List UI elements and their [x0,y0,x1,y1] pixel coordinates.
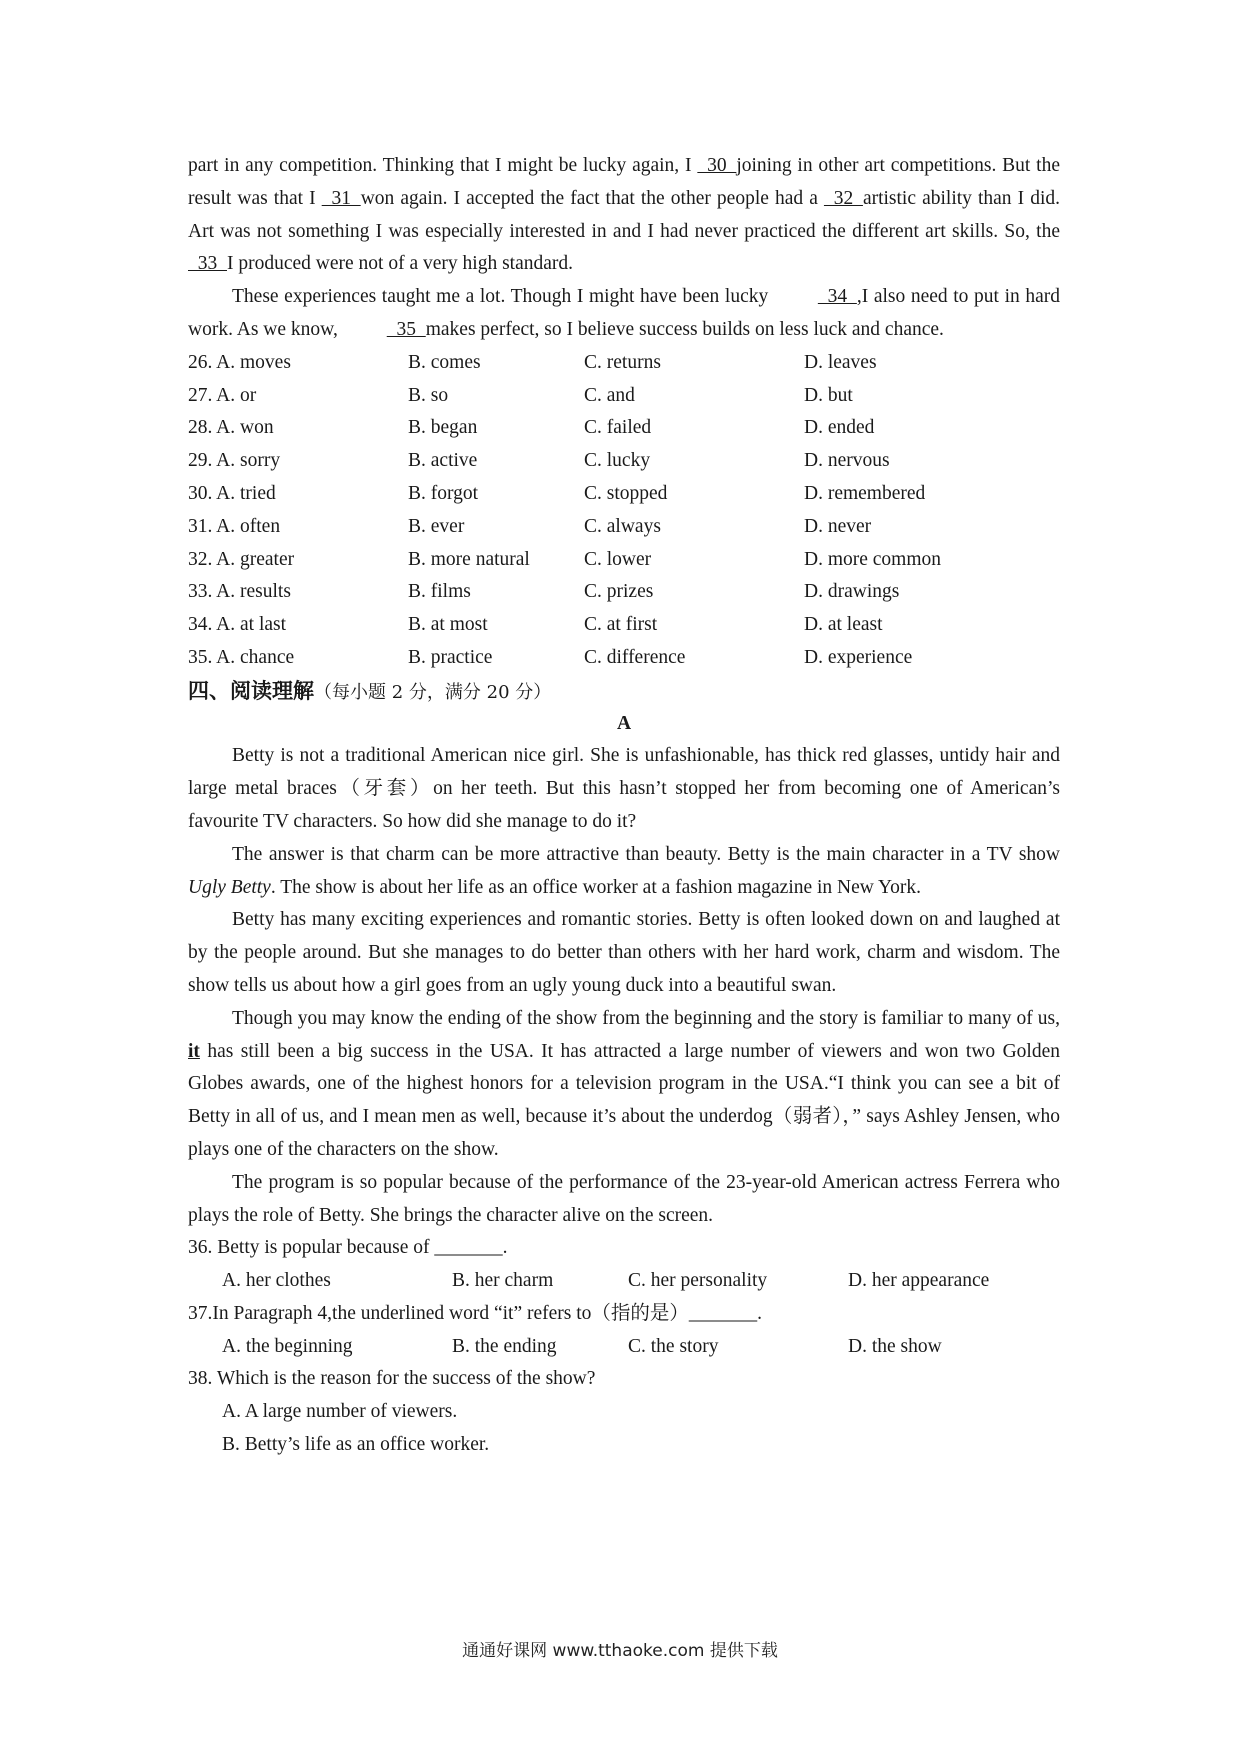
question-37-stem: 37.In Paragraph 4,the underlined word “it” refers to（指的是）_______. [188,1302,763,1324]
option-c: C. returns [584,351,661,373]
option-row-33 [188,576,1060,609]
option-d: D. leaves [804,351,877,373]
option-d: D. at least [804,614,883,636]
question-37-options [188,1331,1060,1364]
option-a: 35. A. chance [188,646,295,668]
option-b: B. the ending [452,1335,557,1357]
option-d: D. more common [804,548,942,570]
option-a: 32. A. greater [188,548,295,570]
question-36-options [188,1265,1060,1298]
section-heading [188,675,1060,708]
question-38-stem: 38. Which is the reason for the success of the show? [188,1368,596,1390]
option-a: 26. A. moves [188,351,291,373]
blank-32: 32 [823,187,863,209]
cloze-text: part in any competition. Thinking that I might be lucky again, I [188,155,698,176]
passage-paragraph-5: The program is so popular because of the performance of the 23-year-old American actress Ferrera who plays the role of Betty. She brings the character alive on the screen. [188,1171,1060,1226]
cloze-text: artistic ability than I did. Art was not something I was especially interested in and I had never practiced the different art skills. So, the [188,187,1060,242]
option-c: C. lower [584,548,652,570]
option-c: C. difference [584,646,686,668]
option-row-26 [188,347,1060,380]
page-content [188,150,1060,1462]
blank-33: 33 [188,253,227,275]
passage-label: A [616,712,632,734]
blank-30: 30 [697,155,737,176]
option-c: C. her personality [628,1270,768,1292]
cloze-paragraph-2 [188,281,1060,347]
option-a: 34. A. at last [188,614,287,636]
option-a: 29. A. sorry [188,450,281,472]
option-a: A. A large number of viewers. [222,1401,458,1423]
option-b: B. active [408,450,478,472]
option-b: B. ever [408,515,465,537]
option-a: 27. A. or [188,384,257,406]
passage-paragraph-3: Betty has many exciting experiences and romantic stories. Betty is often looked down on and laughed at by the people around. But she manages to do better than others with her hard work, charm and wisdom. The show tells us about how a girl goes from an ugly young duck into a beautiful swan. [188,909,1060,996]
page-footer: 通通好课网 www.tthaoke.com 提供下载 [462,1641,778,1661]
option-c: C. stopped [584,482,668,504]
option-b: B. began [408,417,478,439]
option-c: C. always [584,515,661,537]
option-a: 30. A. tried [188,482,276,504]
cloze-text: makes perfect, so I believe success builds on less luck and chance. [425,318,944,340]
option-d: D. ended [804,417,875,439]
option-a: 28. A. won [188,417,274,439]
option-c: C. failed [584,417,652,439]
passage-text: has still been a big success in the USA. It has attracted a large number of viewers and won two Golden Globes awards, one of the highest honors for a television program in the USA.“I think you can see a bit of Betty in all of us, and I mean men as well, because it’s about the underdog（弱者），” says Ashley Jensen, who plays one of the characters on the show. [188,1040,1060,1160]
option-b: B. Betty’s life as an office worker. [222,1434,490,1456]
blank-35: 35 [386,318,426,340]
option-d: D. but [804,384,853,406]
option-row-34 [188,609,1060,642]
option-d: D. never [804,515,872,537]
option-row-27 [188,380,1060,413]
option-a: A. her clothes [222,1270,331,1292]
option-c: C. prizes [584,581,654,603]
option-a: A. the beginning [222,1335,353,1357]
option-d: D. drawings [804,581,900,603]
option-c: C. and [584,384,635,406]
cloze-text: joining in other art competitions. But the result was that I [188,155,1060,209]
option-b: B. so [408,384,449,406]
option-row-28 [188,412,1060,445]
option-b: B. more natural [408,548,530,570]
passage-paragraph-4 [188,1003,1060,1167]
option-a: 33. A. results [188,581,291,603]
cloze-text: ,I also need to put in hard work. As we know, [188,286,1060,340]
option-a: 31. A. often [188,515,281,537]
blank-31: 31 [321,187,361,209]
option-row-35 [188,642,1060,675]
option-b: B. her charm [452,1270,554,1292]
passage-text: Though you may know the ending of the show from the beginning and the story is familiar to many of us, [232,1007,1060,1029]
option-c: C. at first [584,614,658,636]
section-note: （每小题 2 分，满分 20 分） [314,681,552,703]
option-b: B. forgot [408,482,479,504]
option-d: D. the show [848,1335,942,1357]
option-b: B. practice [408,646,493,668]
passage-paragraph-1: Betty is not a traditional American nice girl. She is unfashionable, has thick red glasses, untidy hair and large metal braces（牙套）on her teeth. But this hasn’t stopped her from becoming one of American’s favourite TV characters. So how did she manage to do it? [188,745,1060,832]
question-36-stem: 36. Betty is popular because of _______. [188,1237,508,1259]
option-row-32 [188,544,1060,577]
passage-text: The answer is that charm can be more attractive than beauty. Betty is the main character in a TV show [232,843,1060,865]
passage-text: . The show is about her life as an office worker at a fashion magazine in New York. [270,876,922,898]
option-d: D. her appearance [848,1270,990,1292]
option-d: D. experience [804,646,913,668]
option-row-30 [188,478,1060,511]
option-c: C. lucky [584,450,651,472]
option-d: D. nervous [804,450,890,472]
option-row-31 [188,511,1060,544]
option-b: B. films [408,581,471,603]
section-title: 四、阅读理解 [188,678,314,703]
cloze-text: I produced were not of a very high standard. [227,253,574,275]
passage-paragraph-2 [188,839,1060,905]
option-b: B. comes [408,351,481,373]
option-c: C. the story [628,1335,719,1357]
cloze-text: These experiences taught me a lot. Though I might have been lucky [232,286,774,308]
cloze-paragraph-1 [188,150,1060,281]
cloze-text: won again. I accepted the fact that the other people had a [360,187,824,209]
option-row-29 [188,445,1060,478]
option-d: D. remembered [804,482,926,504]
cloze-options [188,347,1060,675]
blank-34: 34 [817,286,857,308]
underlined-word: it [188,1040,200,1062]
show-title: Ugly Betty [188,876,271,898]
option-b: B. at most [408,614,488,636]
